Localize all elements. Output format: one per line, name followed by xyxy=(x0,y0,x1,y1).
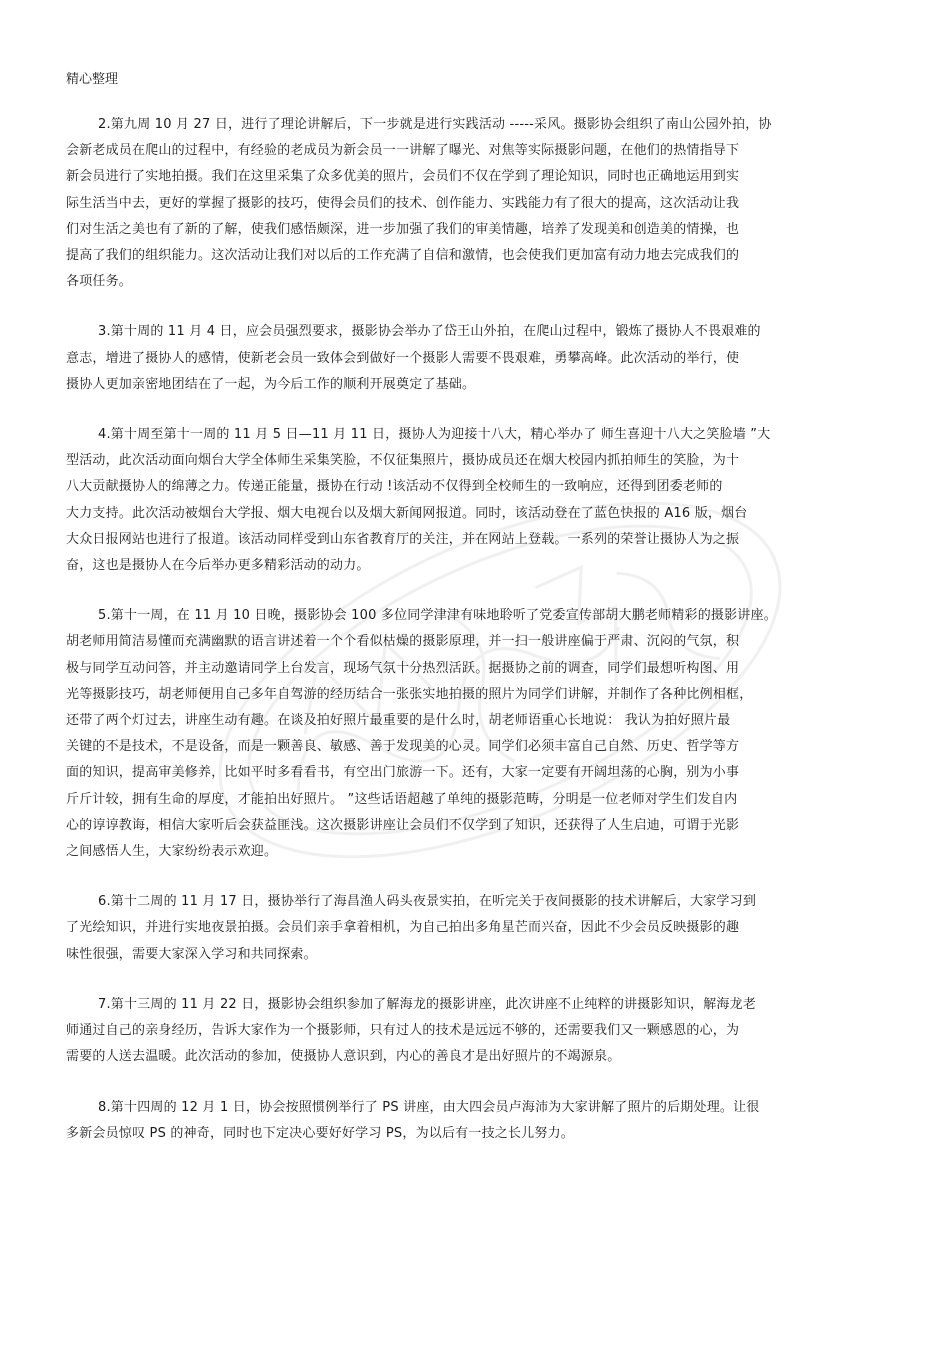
text-line: 新会员进行了实地拍摄。我们在这里采集了众多优美的照片，会员们不仅在学到了理论知识，同时也正确地运用到实 xyxy=(66,169,740,185)
text-line: 师通过自己的亲身经历，告诉大家作为一个摄影师，只有过人的技术是远远不够的，还需要我们又一颗感恩的心，为 xyxy=(66,1023,740,1039)
text-line: 胡老师用简洁易懂而充满幽默的语言讲述着一个个看似枯燥的摄影原理，并一扫一般讲座偏于严肃、沉闷的气氛，积 xyxy=(66,634,740,650)
paragraph-5 xyxy=(66,603,886,865)
text-line: 大力支持。此次活动被烟台大学报、烟大电视台以及烟大新闻网报道。同时，该活动登在了蓝色快报的 A16 版，烟台 xyxy=(66,505,748,521)
paragraph-4 xyxy=(66,422,886,579)
text-line: 们对生活之美也有了新的了解，使我们感悟颇深，进一步加强了我们的审美情趣，培养了发现美和创造美的情操，也 xyxy=(66,221,740,237)
text-line: 意志，增进了摄协人的感情，使新老会员一致体会到做好一个摄影人需要不畏艰难，勇攀高峰。此次活动的举行，使 xyxy=(66,350,740,366)
paragraph-7 xyxy=(66,992,886,1071)
text-line: 际生活当中去，更好的掌握了摄影的技巧，使得会员们的技术、创作能力、实践能力有了很大的提高，这次活动让我 xyxy=(66,195,740,211)
text-line: 多新会员惊叹 PS 的神奇，同时也下定决心要好好学习 PS，为以后有一技之长儿努力。 xyxy=(66,1125,574,1141)
text-line: 面的知识，提高审美修养，比如平时多看看书，有空出门旅游一下。还有，大家一定要有开阔坦荡的心胸，别为小事 xyxy=(66,765,740,781)
text-line: 极与同学互动问答，并主动邀请同学上台发言，现场气氛十分热烈活跃。据摄协之前的调查，同学们最想听构图、用 xyxy=(66,660,740,676)
text-line: 关键的不是技术，不是设备，而是一颗善良、敏感、善于发现美的心灵。同学们必须丰富自己自然、历史、哲学等方 xyxy=(66,739,740,755)
text-line: 2.第九周 10 月 27 日，进行了理论讲解后，下一步就是进行实践活动 -----采风。摄影协会组织了南山公园外拍，协 xyxy=(98,117,772,132)
text-line: 摄协人更加亲密地团结在了一起，为今后工作的顺利开展奠定了基础。 xyxy=(66,376,476,392)
text-line: 味性很强，需要大家深入学习和共同探索。 xyxy=(66,946,317,962)
paragraph-6 xyxy=(66,889,886,968)
text-line: 3.第十周的 11 月 4 日，应会员强烈要求，摄影协会举办了岱王山外拍，在爬山过程中，锻炼了摄协人不畏艰难的 xyxy=(98,324,761,340)
text-line: 之间感悟人生，大家纷纷表示欢迎。 xyxy=(66,844,278,860)
text-line: 7.第十三周的 11 月 22 日，摄影协会组织参加了解海龙的摄影讲座，此次讲座不止纯粹的讲摄影知识，解海龙老 xyxy=(98,996,757,1012)
text-line: 还带了两个灯过去，讲座生动有趣。在谈及拍好照片最重要的是什么时，胡老师语重心长地说： 我认为拍好照片最 xyxy=(66,713,731,729)
paragraph-3 xyxy=(66,319,886,398)
page-header-label: 精心整理 xyxy=(66,72,119,87)
text-line: 八大贡献摄协人的绵薄之力。传递正能量，摄协在行动 !该活动不仅得到全校师生的一致响应，还得到团委老师的 xyxy=(66,479,723,495)
text-line: 大众日报网站也进行了报道。该活动同样受到山东省教育厅的关注，并在网站上登载。一系列的荣誉让摄协人为之振 xyxy=(66,531,740,547)
text-line: 型活动，此次活动面向烟台大学全体师生采集笑脸，不仅征集照片，摄协成员还在烟大校园内抓拍师生的笑脸，为十 xyxy=(66,453,740,469)
text-line: 各项任务。 xyxy=(66,274,133,290)
text-line: 需要的人送去温暖。此次活动的参加，使摄协人意识到，内心的善良才是出好照片的不竭源泉。 xyxy=(66,1049,621,1065)
text-line: 会新老成员在爬山的过程中，有经验的老成员为新会员一一讲解了曝光、对焦等实际摄影问题，在他们的热情指导下 xyxy=(66,143,740,159)
text-line: 了光绘知识，并进行实地夜景拍摄。会员们亲手拿着相机，为自己拍出多角星芒而兴奋，因此不少会员反映摄影的趣 xyxy=(66,920,740,936)
paragraph-2 xyxy=(66,112,886,295)
text-line: 斤斤计较，拥有生命的厚度，才能拍出好照片。 ”这些话语超越了单纯的摄影范畴，分明是一位老师对学生们发自内 xyxy=(66,791,738,807)
text-line: 8.第十四周的 12 月 1 日，协会按照惯例举行了 PS 讲座，由大四会员卢海沛为大家讲解了照片的后期处理。让很 xyxy=(98,1099,760,1115)
text-line: 6.第十二周的 11 月 17 日，摄协举行了海昌渔人码头夜景实拍，在听完关于夜间摄影的技术讲解后，大家学习到 xyxy=(98,894,757,910)
text-line: 心的谆谆教诲，相信大家听后会获益匪浅。这次摄影讲座让会员们不仅学到了知识，还获得了人生启迪，可谓于光影 xyxy=(66,817,740,833)
text-line: 5.第十一周，在 11 月 10 日晚，摄影协会 100 多位同学津津有味地聆听了党委宣传部胡大鹏老师精彩的摄影讲座。 xyxy=(98,608,777,624)
text-line: 提高了我们的组织能力。这次活动让我们对以后的工作充满了自信和激情，也会使我们更加富有动力地去完成我们的 xyxy=(66,248,740,264)
text-line: 光等摄影技巧，胡老师便用自己多年自驾游的经历结合一张张实地拍摄的照片为同学们讲解，并制作了各种比例相框， xyxy=(66,686,753,702)
document-body xyxy=(66,112,886,1171)
paragraph-8 xyxy=(66,1095,886,1147)
text-line: 奋，这也是摄协人在今后举办更多精彩活动的动力。 xyxy=(66,558,370,574)
text-line: 4.第十周至第十一周的 11 月 5 日—11 月 11 日，摄协人为迎接十八大，精心举办了 师生喜迎十八大之笑脸墙 ”大 xyxy=(98,427,771,443)
